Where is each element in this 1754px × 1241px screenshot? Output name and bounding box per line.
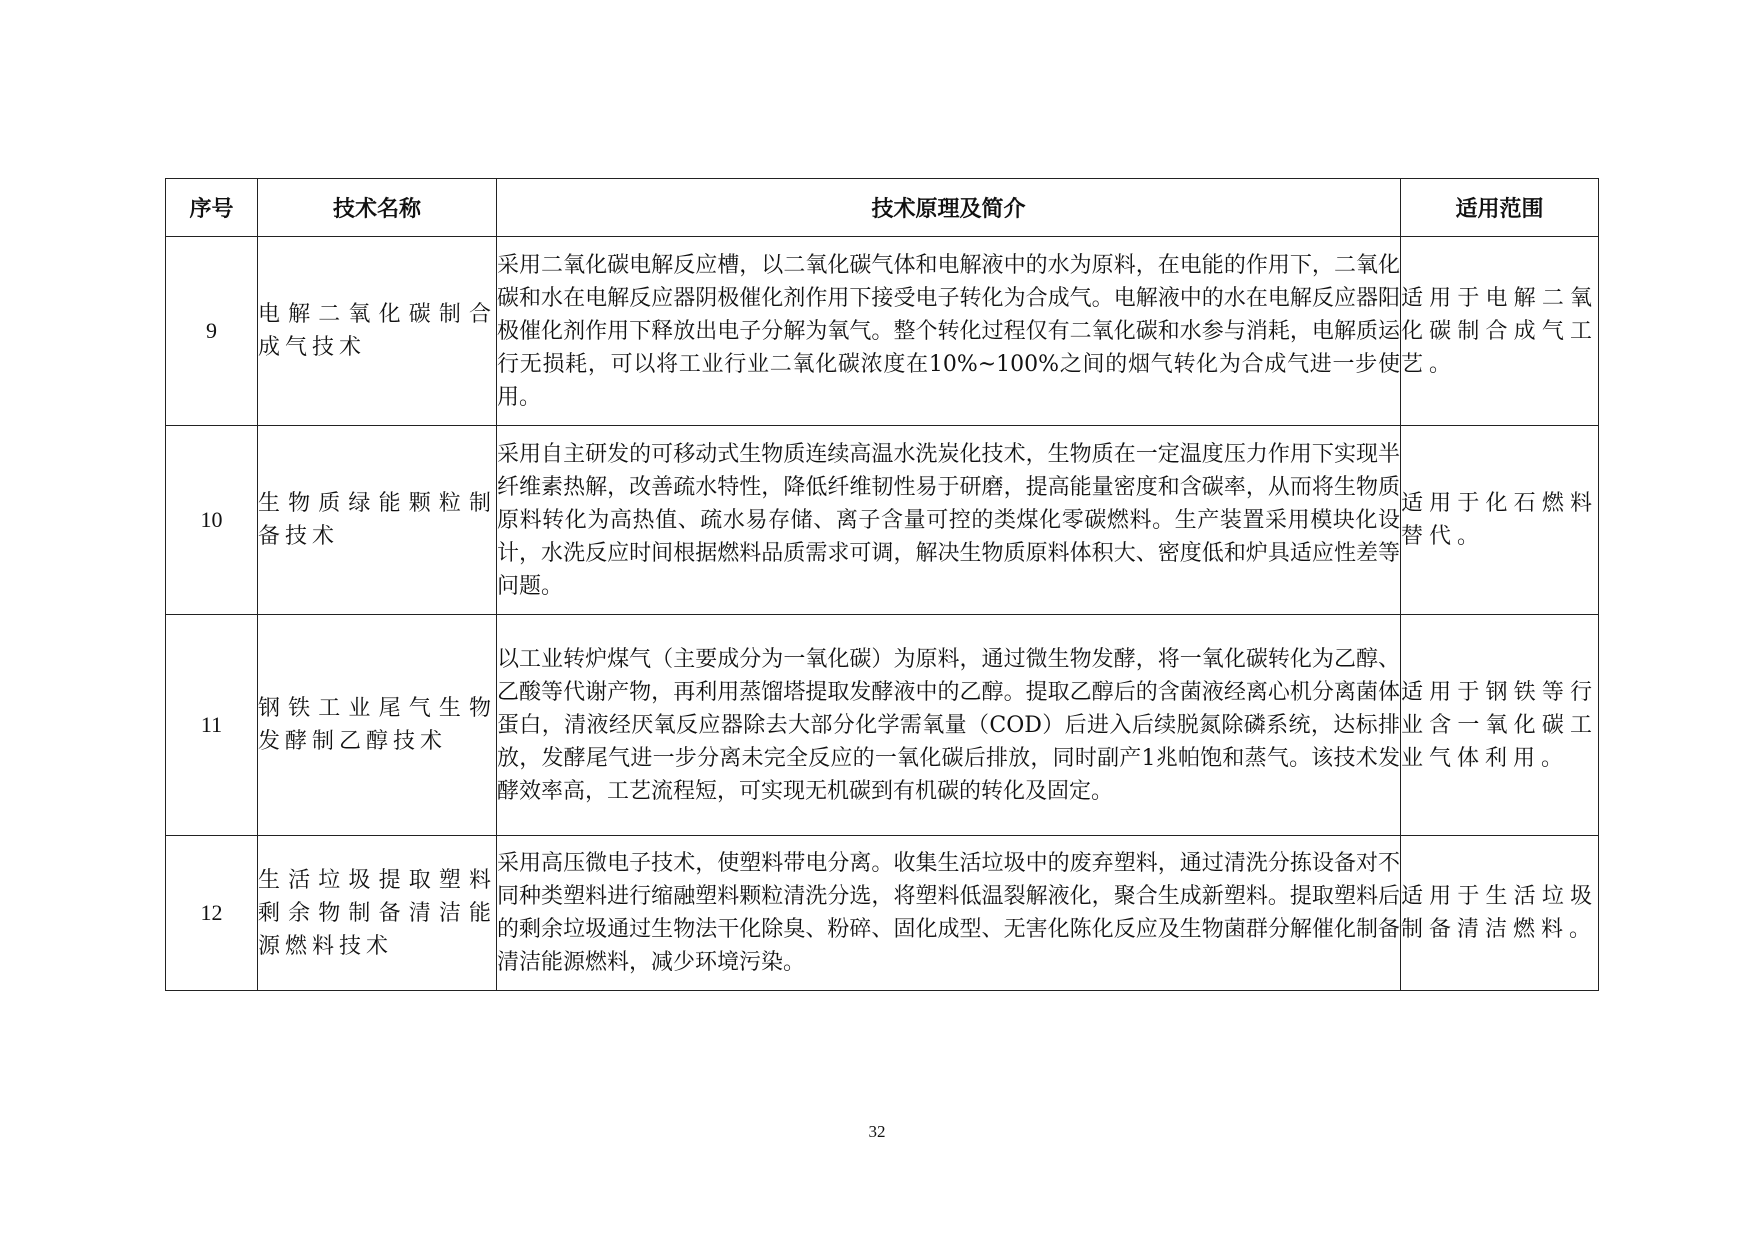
technology-table xyxy=(165,178,1599,991)
table-row xyxy=(166,426,1599,615)
technology-name: 生活垃圾提取塑料剩余物制备清洁能源燃料技术 xyxy=(258,836,497,991)
technology-name: 钢铁工业尾气生物发酵制乙醇技术 xyxy=(258,615,497,836)
row-number: 9 xyxy=(166,237,258,426)
technology-description: 采用自主研发的可移动式生物质连续高温水洗炭化技术，生物质在一定温度压力作用下实现半纤维素热解，改善疏水特性，降低纤维韧性易于研磨，提高能量密度和含碳率，从而将生物质原料转化为高热值、疏水易存储、离子含量可控的类煤化零碳燃料。生产装置采用模块化设计，水洗反应时间根据燃料品质需求可调，解决生物质原料体积大、密度低和炉具适应性差等问题。 xyxy=(497,426,1401,615)
table-header-row xyxy=(166,179,1599,237)
table-row xyxy=(166,237,1599,426)
header-desc: 技术原理及简介 xyxy=(497,179,1401,237)
header-scope: 适用范围 xyxy=(1401,179,1599,237)
technology-description: 采用二氧化碳电解反应槽，以二氧化碳气体和电解液中的水为原料，在电能的作用下，二氧化碳和水在电解反应器阴极催化剂作用下接受电子转化为合成气。电解液中的水在电解反应器阳极催化剂作用下释放出电子分解为氧气。整个转化过程仅有二氧化碳和水参与消耗，电解质运行无损耗，可以将工业行业二氧化碳浓度在10%~100%之间的烟气转化为合成气进一步使用。 xyxy=(497,237,1401,426)
application-scope: 适用于化石燃料替代。 xyxy=(1401,426,1599,615)
technology-name: 生物质绿能颗粒制备技术 xyxy=(258,426,497,615)
application-scope: 适用于钢铁等行业含一氧化碳工业气体利用。 xyxy=(1401,615,1599,836)
table-row xyxy=(166,836,1599,991)
header-name: 技术名称 xyxy=(258,179,497,237)
technology-name: 电解二氧化碳制合成气技术 xyxy=(258,237,497,426)
row-number: 12 xyxy=(166,836,258,991)
row-number: 11 xyxy=(166,615,258,836)
row-number: 10 xyxy=(166,426,258,615)
technology-description: 以工业转炉煤气（主要成分为一氧化碳）为原料，通过微生物发酵，将一氧化碳转化为乙醇、乙酸等代谢产物，再利用蒸馏塔提取发酵液中的乙醇。提取乙醇后的含菌液经离心机分离菌体蛋白，清液经厌氧反应器除去大部分化学需氧量（COD）后进入后续脱氮除磷系统，达标排放，发酵尾气进一步分离未完全反应的一氧化碳后排放，同时副产1兆帕饱和蒸气。该技术发酵效率高，工艺流程短，可实现无机碳到有机碳的转化及固定。 xyxy=(497,615,1401,836)
page-number: 32 xyxy=(868,1122,886,1141)
table-row xyxy=(166,615,1599,836)
header-no: 序号 xyxy=(166,179,258,237)
technology-description: 采用高压微电子技术，使塑料带电分离。收集生活垃圾中的废弃塑料，通过清洗分拣设备对不同种类塑料进行缩融塑料颗粒清洗分选，将塑料低温裂解液化，聚合生成新塑料。提取塑料后的剩余垃圾通过生物法干化除臭、粉碎、固化成型、无害化陈化反应及生物菌群分解催化制备清洁能源燃料，减少环境污染。 xyxy=(497,836,1401,991)
application-scope: 适用于生活垃圾制备清洁燃料。 xyxy=(1401,836,1599,991)
application-scope: 适用于电解二氧化碳制合成气工艺。 xyxy=(1401,237,1599,426)
